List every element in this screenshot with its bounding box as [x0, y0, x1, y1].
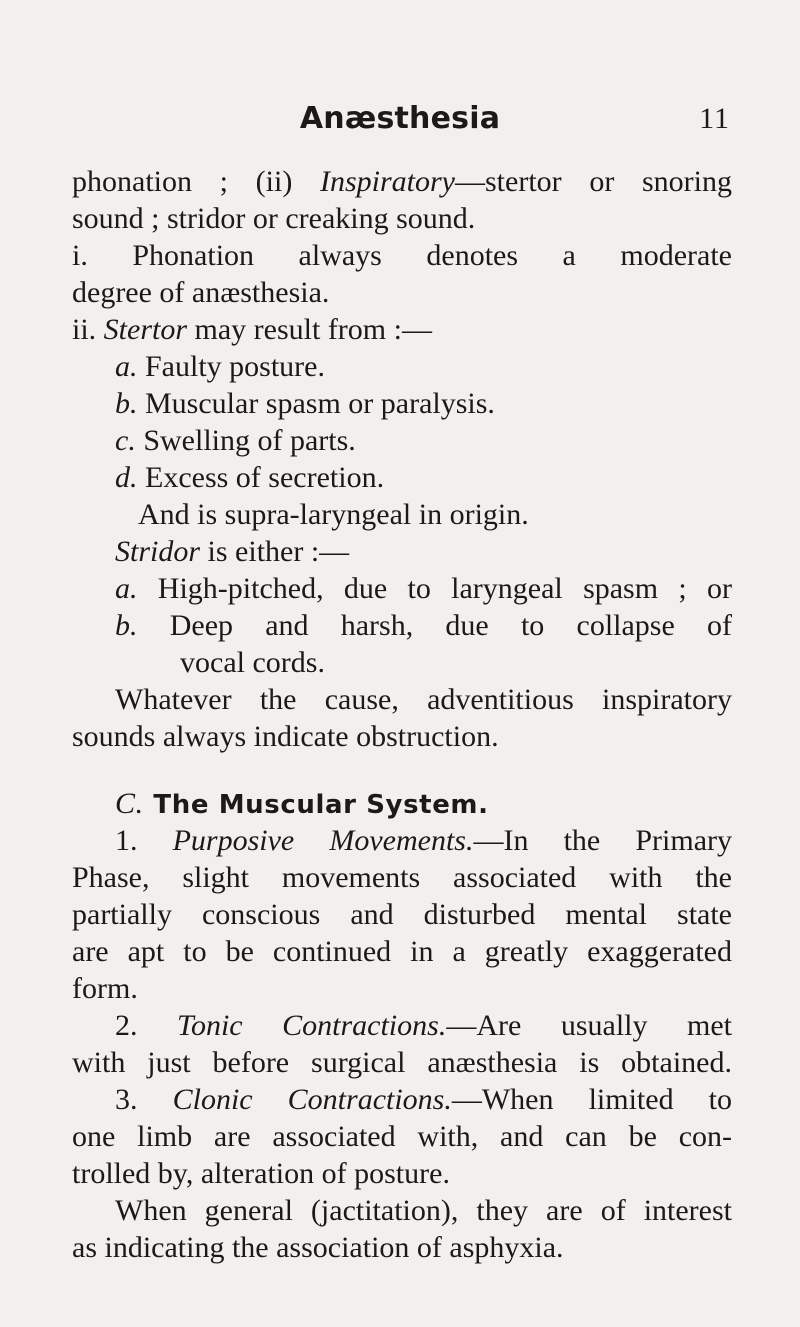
text-line: as indicating the association of asphyxia.: [72, 1231, 564, 1264]
section-gap: [72, 755, 732, 785]
running-head: [0, 96, 800, 142]
text-line: with just before surgical anæsthesia is obtained.: [72, 1046, 732, 1079]
text-line: form.: [72, 972, 138, 1005]
text-line: 3. Clonic Contractions.—When limited to: [115, 1083, 732, 1116]
text-line: 2. Tonic Contractions.—Are usually met: [115, 1009, 732, 1042]
emphasis: Stertor: [103, 313, 188, 346]
text-line: Whatever the cause, adventitious inspiratory: [115, 683, 732, 716]
page-number: 11: [699, 102, 730, 135]
text-line: When general (jactitation), they are of interest: [115, 1194, 732, 1227]
text-line: one limb are associated with, and can be con-: [72, 1120, 732, 1153]
emphasis: Purposive Movements.: [172, 824, 474, 857]
list-item: a. High-pitched, due to laryngeal spasm ; or: [115, 572, 732, 605]
text-line: partially conscious and disturbed mental state: [72, 898, 732, 931]
text-line: Phase, slight movements associated with the: [72, 861, 732, 894]
body-text: [72, 163, 732, 1266]
text-line: ii. Stertor may result from :—: [72, 313, 432, 346]
emphasis: Inspiratory: [320, 165, 455, 198]
list-item: d. Excess of secretion.: [115, 461, 385, 494]
list-item: b. Muscular spasm or paralysis.: [115, 387, 495, 420]
emphasis: Stridor: [115, 535, 201, 568]
list-item: a. Faulty posture.: [115, 350, 325, 383]
text-line: phonation ; (ii) Inspiratory—stertor or snoring: [72, 165, 732, 198]
running-title: Anæsthesia: [299, 101, 501, 136]
list-item: c. Swelling of parts.: [115, 424, 356, 457]
text-line: Stridor is either :—: [115, 535, 350, 568]
list-item: b. Deep and harsh, due to collapse of: [115, 609, 732, 642]
text-line: sounds always indicate obstruction.: [72, 720, 499, 753]
text-line: trolled by, alteration of posture.: [72, 1157, 450, 1190]
text-line: 1. Purposive Movements.—In the Primary: [115, 824, 732, 857]
text-line: i. Phonation always denotes a moderate: [72, 239, 732, 272]
emphasis: Tonic Contractions.: [177, 1009, 447, 1042]
text-line: And is supra-laryngeal in origin.: [138, 498, 529, 531]
section-heading: C. The Muscular System.: [115, 787, 489, 820]
text-line: are apt to be continued in a greatly exaggerated: [72, 935, 732, 968]
emphasis: Clonic Contractions.: [172, 1083, 452, 1116]
text-line: degree of anæsthesia.: [72, 276, 330, 309]
text-line: sound ; stridor or creaking sound.: [72, 202, 476, 235]
text-line: vocal cords.: [180, 646, 325, 679]
